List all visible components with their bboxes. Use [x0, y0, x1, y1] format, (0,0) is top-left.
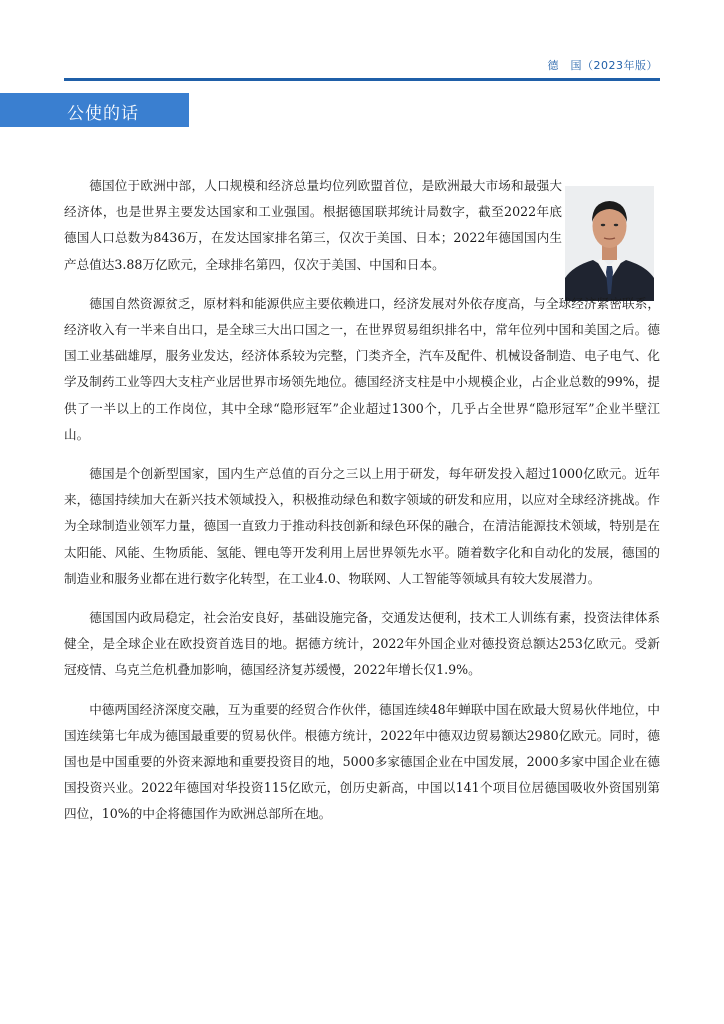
paragraph: 中德两国经济深度交融，互为重要的经贸合作伙伴，德国连续48年蝉联中国在欧最大贸易伙伴地位，中国连续第七年成为德国最重要的贸易伙伴。根德方统计，2022年中德双边贸易额达2980亿欧元。同时，德国也是中国重要的外资来源地和重要投资目的地，5000多家德国企业在中国发展，2000多家中国企业在德国投资兴业。2022年德国对华投资115亿欧元，创历史新高，中国以141个项目位居德国吸收外资国别第四位，10%的中企将德国作为欧洲总部所在地。: [64, 701, 660, 822]
paragraph: 德国国内政局稳定，社会治安良好，基础设施完备，交通发达便利，技术工人训练有素，投资法律体系健全，是全球企业在欧投资首选目的地。据德方统计，2022年外国企业对德投资总额达253亿欧元。受新冠疫情、乌克兰危机叠加影响，德国经济复苏缓慢，2022年增长仅1.9%。: [64, 610, 660, 678]
header-rule: [64, 78, 660, 81]
running-header: 德 国（2023年版）: [547, 59, 658, 72]
section-title: 公使的话: [67, 104, 139, 124]
paragraph: 德国是个创新型国家，国内生产总值的百分之三以上用于研发，每年研发投入超过1000亿欧元。近年来，德国持续加大在新兴技术领域投入，积极推动绿色和数字领域的研发和应用，以应对全球经济挑战。作为全球制造业领军力量，德国一直致力于推动科技创新和绿色环保的融合，在清洁能源技术领域，特别是在太阳能、风能、生物质能、氢能、锂电等开发利用上居世界领先水平。随着数字化和自动化的发展，德国的制造业和服务业都在进行数字化转型，在工业4.0、物联网、人工智能等领域具有较大发展潜力。: [64, 466, 660, 586]
body-text: [64, 173, 660, 841]
paragraph: 德国位于欧洲中部，人口规模和经济总量均位列欧盟首位，是欧洲最大市场和最强大经济体，也是世界主要发达国家和工业强国。根据德国联邦统计局数字，截至2022年底德国人口总数为8436万，在发达国家排名第三，仅次于美国、日本；2022年德国国内生产总值达3.88万亿欧元，全球排名第四，仅次于美国、中国和日本。: [64, 178, 562, 272]
paragraph: 德国自然资源贫乏，原材料和能源供应主要依赖进口，经济发展对外依存度高，与全球经济紧密联系，经济收入有一半来自出口，是全球三大出口国之一，在世界贸易组织排名中，常年位列中国和美国之后。德国工业基础雄厚，服务业发达，经济体系较为完整，门类齐全，汽车及配件、机械设备制造、电子电气、化学及制药工业等四大支柱产业居世界市场领先地位。德国经济支柱是中小规模企业，占企业总数的99%，提供了一半以上的工作岗位，其中全球“隐形冠军”企业超过1300个，几乎占全世界“隐形冠军”企业半壁江山。: [64, 295, 660, 442]
